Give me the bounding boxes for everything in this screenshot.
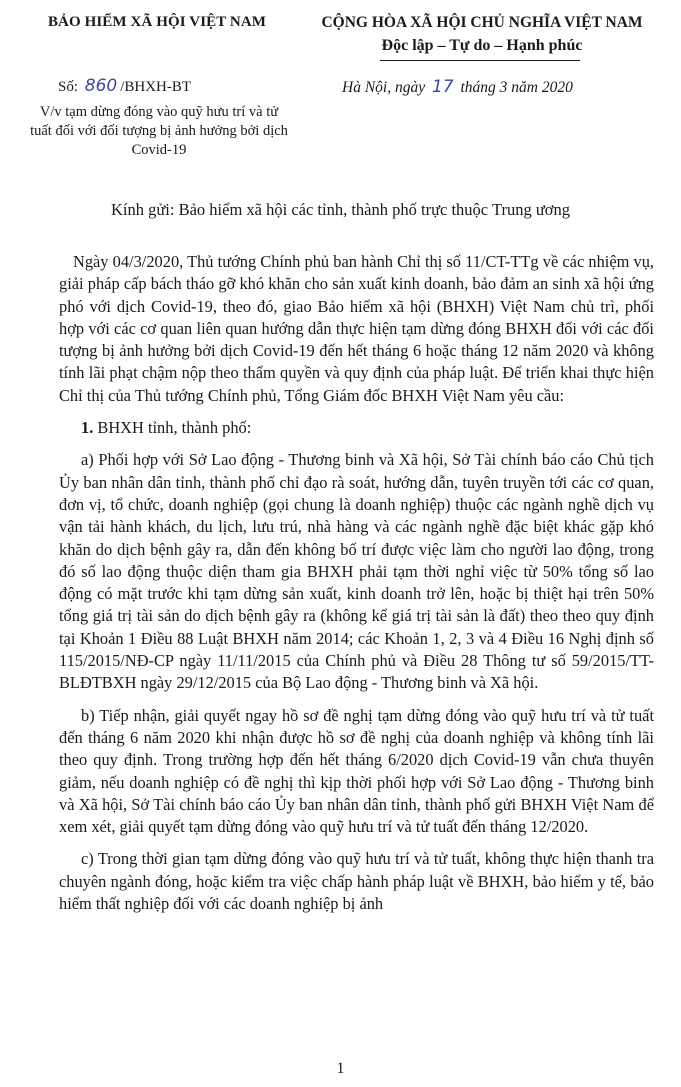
document-number — [58, 76, 191, 96]
section-1-number: 1. — [81, 418, 94, 438]
document-subject: V/v tạm dừng đóng vào quỹ hưu trí và tử tuất đối với đối tượng bị ảnh hưởng bởi dịch Covid-19 — [30, 104, 288, 158]
national-motto: Độc lập – Tự do – Hạnh phúc — [381, 37, 583, 54]
section-1-title: BHXH tỉnh, thành phố: — [97, 418, 252, 438]
document-body — [59, 251, 654, 915]
item-c-paragraph: c) Trong thời gian tạm dừng đóng vào quỹ hưu trí và tử tuất, không thực hiện thanh tra chuyên ngành đóng, hoặc kiểm tra việc chấp hành pháp luật về BHXH, bảo hiểm y tế, bảo hiểm thất nghiệp đối với các doanh nghiệp bị ảnh — [59, 849, 654, 914]
item-a-paragraph: a) Phối hợp với Sở Lao động - Thương binh và Xã hội, Sở Tài chính báo cáo Chủ tịch Ủy ban nhân dân tỉnh, thành phố chỉ đạo rà soát, hướng dẫn, tuyên truyền tới các cơ quan, đơn vị, tổ chức, doanh nghiệp (gọi chung là doanh nghiệp) thuộc các ngành nghề dịch vụ vận tải hành khách, du lịch, lưu trú, nhà hàng và các ngành nghề đặc biệt khác gặp khó khăn do dịch bệnh gây ra, dẫn đến không bố trí được việc làm cho người lao động, trong đó số lao động thuộc diện tham gia BHXH phải tạm thời nghỉ việc từ 50% tổng số lao động có mặt trước khi tạm dừng sản xuất, kinh doanh trở lên, hoặc bị thiệt hại trên 50% tổng giá trị tài sản do dịch bệnh gây ra (không kể giá trị tài sản là đất) theo theo quy định tại Khoản 1 Điều 88 Luật BHXH năm 2014; các Khoản 1, 2, 3 và 4 Điều 16 Nghị định số 115/2015/NĐ-CP ngày 11/11/2015 của Chính phủ và Điều 28 Thông tư số 59/2015/TT-BLĐTBXH ngày 29/12/2015 của Bộ Lao động - Thương binh và Xã hội. — [59, 450, 654, 693]
issue-date — [342, 77, 573, 97]
recipient-line: Kính gửi: Bảo hiểm xã hội các tỉnh, thành phố trực thuộc Trung ương — [110, 200, 570, 219]
page-number: 1 — [336, 1060, 345, 1077]
doc-number-handwritten: 860 — [84, 76, 118, 96]
date-day-handwritten: 17 — [431, 77, 454, 97]
national-title: CỘNG HÒA XÃ HỘI CHỦ NGHĨA VIỆT NAM — [321, 14, 643, 31]
date-suffix: tháng 3 năm 2020 — [460, 79, 573, 96]
intro-paragraph: Ngày 04/3/2020, Thủ tướng Chính phủ ban hành Chỉ thị số 11/CT-TTg về các nhiệm vụ, giải pháp cấp bách tháo gỡ khó khăn cho sản xuất kinh doanh, bảo đảm an sinh xã hội ứng phó với dịch Covid-19, theo đó, giao Bảo hiểm xã hội (BHXH) Việt Nam chủ trì, phối hợp với các cơ quan liên quan hướng dẫn thực hiện tạm dừng đóng BHXH đối với các đối tượng bị ảnh hưởng bởi dịch Covid-19 đến hết tháng 6 hoặc tháng 12 năm 2020 và không tính lãi phạt chậm nộp theo thẩm quyền và quy định của pháp luật. Để triển khai thực hiện Chỉ thị của Thủ tướng Chính phủ, Tổng Giám đốc BHXH Việt Nam yêu cầu: — [59, 252, 654, 405]
motto-underline — [380, 60, 580, 61]
item-b-paragraph: b) Tiếp nhận, giải quyết ngay hồ sơ đề nghị tạm dừng đóng vào quỹ hưu trí và tử tuất đến tháng 6 năm 2020 khi nhận được hồ sơ đề nghị của doanh nghiệp và không tính lãi theo quy định. Trong trường hợp đến hết tháng 6/2020 dịch Covid-19 vẫn chưa thuyên giảm, nếu doanh nghiệp có đề nghị thì kịp thời phối hợp với Sở Lao động - Thương binh và Xã hội, Sở Tài chính báo cáo Ủy ban nhân dân tỉnh, thành phố gửi BHXH Việt Nam để xem xét, giải quyết tạm dừng đóng vào quỹ hưu trí và tử tuất đến tháng 12/2020. — [59, 705, 654, 837]
date-prefix: Hà Nội, ngày — [342, 79, 426, 96]
doc-number-prefix: Số: — [58, 79, 79, 95]
issuing-agency: BẢO HIỂM XÃ HỘI VIỆT NAM — [47, 14, 267, 30]
doc-number-suffix: /BHXH-BT — [120, 79, 192, 95]
section-1-heading — [59, 417, 654, 439]
